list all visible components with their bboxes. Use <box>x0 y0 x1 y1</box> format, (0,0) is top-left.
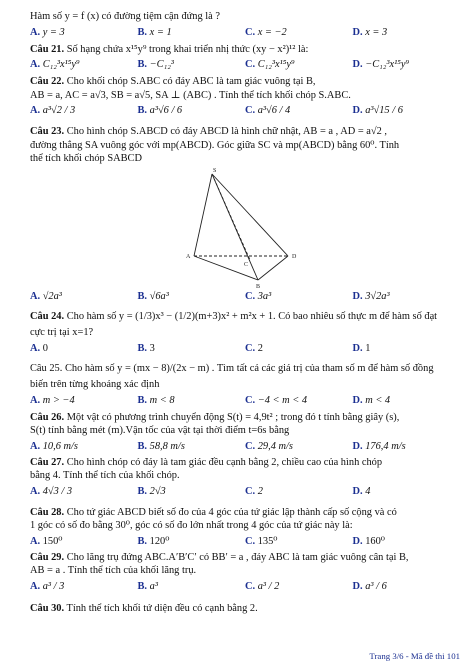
q20-option-c[interactable]: C. x = −2 <box>245 26 287 38</box>
q23-option-a[interactable]: A. √2a³ <box>30 290 62 302</box>
q24-line1: Cho hàm số y = (1/3)x³ − (1/2)(m+3)x² + m²x + 1. Có bao nhiêu số thực m để hàm số đạt <box>66 310 438 322</box>
q25-line1: Cho hàm số y = (mx − 8)/(2x − m) . Tìm tất cả các giá trị của tham số m để hàm số đồng <box>64 362 434 374</box>
q25-number: Câu 25. <box>30 362 63 374</box>
q27-line2: bằng 4. Tính thể tích của khối chóp. <box>30 470 180 481</box>
q28-option-b[interactable]: B. 120⁰ <box>137 535 170 547</box>
q25-option-b[interactable]: B. m < 8 <box>137 394 175 406</box>
q29-number: Câu 29. <box>30 551 65 563</box>
q20-option-d[interactable]: D. x = 3 <box>352 26 388 38</box>
q22-option-c[interactable]: C. a³√6 / 4 <box>245 105 291 116</box>
q29-line1: Cho lăng trụ đứng ABC.A′B′C′ có BB′ = a , đáy ABC là tam giác vuông cân tại B, <box>66 551 409 563</box>
q28-line2: 1 góc có số đo bằng 30⁰, góc có số đo lớn nhất trong 4 góc của tứ giác này là: <box>30 520 353 531</box>
q23-stem <box>30 125 460 139</box>
q25-line2: biến trên từng khoảng xác định <box>30 379 160 390</box>
q23-option-b[interactable]: B. √6a³ <box>137 290 169 302</box>
q28-options <box>30 535 460 549</box>
q30-text: Tính thể tích khối tứ diện đều có cạnh bằng 2. <box>66 602 258 614</box>
q22-stem <box>30 75 460 89</box>
q29-option-b[interactable]: B. a³ <box>137 580 158 592</box>
q22-number: Câu 22. <box>30 76 65 87</box>
q25-stem <box>30 362 460 376</box>
q26-options <box>30 440 460 454</box>
q24-option-b[interactable]: B. 3 <box>137 342 155 354</box>
q23-number: Câu 23. <box>30 126 65 137</box>
q20-text: Hàm số y = f (x) có đường tiệm cận đứng là ? <box>30 11 220 22</box>
q22-option-d[interactable]: D. a³√15 / 6 <box>352 105 403 116</box>
q27-line1: Cho hình chóp có đáy là tam giác đều cạnh bằng 2, chiều cao của hình chóp <box>66 456 383 468</box>
q27-option-a[interactable]: A. 4√3 / 3 <box>30 485 73 497</box>
q21-number: Câu 21. <box>30 43 65 55</box>
exam-page <box>30 10 460 615</box>
q29-option-c[interactable]: C. a³ / 2 <box>245 580 280 592</box>
q29-line2: AB = a . Tính thể tích của khối lăng trụ. <box>30 565 197 576</box>
edge-sa <box>194 174 212 256</box>
q21-text: Số hạng chứa x¹⁵y⁹ trong khai triển nhị thức (xy − x²)¹² là: <box>66 43 309 55</box>
q23-option-c[interactable]: C. 3a³ <box>245 290 272 302</box>
q26-line1: Một vật có phương trình chuyển động S(t) = 4,9t² ; trong đó t tính bằng giây (s), <box>66 411 400 423</box>
q24-option-d[interactable]: D. 1 <box>352 342 371 354</box>
q24-number: Câu 24. <box>30 310 65 322</box>
q24-option-c[interactable]: C. 2 <box>245 342 263 354</box>
q22-options <box>30 104 460 122</box>
edge-bc <box>258 256 288 280</box>
q27-option-c[interactable]: C. 2 <box>245 485 263 497</box>
q28-option-d[interactable]: D. 160⁰ <box>352 535 385 547</box>
q30-number: Câu 30. <box>30 602 65 614</box>
q24-line2: cực trị tại x=1? <box>30 327 94 338</box>
q26-option-d[interactable]: D. 176,4 m/s <box>352 440 406 452</box>
edge-sc <box>212 174 288 256</box>
q21-option-c[interactable]: C. C₁₂³x¹⁵y⁹ <box>245 59 295 70</box>
q27-options <box>30 485 460 503</box>
q26-option-c[interactable]: C. 29,4 m/s <box>245 440 293 452</box>
q29-options <box>30 580 460 598</box>
q27-stem <box>30 456 460 470</box>
q22-option-a[interactable]: A. a³√2 / 3 <box>30 105 76 116</box>
q25-option-d[interactable]: D. m < 4 <box>352 394 391 406</box>
q26-stem <box>30 411 460 425</box>
q28-line1: Cho tứ giác ABCD biết số đo của 4 góc của tứ giác lập thành cấp số cộng và có <box>66 506 397 518</box>
q27-option-b[interactable]: B. 2√3 <box>137 485 166 497</box>
q22-option-b[interactable]: B. a³√6 / 6 <box>137 105 183 116</box>
label-c: C <box>244 261 249 268</box>
q24-option-a[interactable]: A. 0 <box>30 342 48 354</box>
q21-option-b[interactable]: B. −C₁₂³ <box>137 59 174 70</box>
q26-option-a[interactable]: A. 10,6 m/s <box>30 440 78 452</box>
label-b: B <box>256 283 261 288</box>
q23-option-d[interactable]: D. 3√2a³ <box>352 290 390 302</box>
label-s: S <box>213 167 217 174</box>
q22-line1: Cho khối chóp S.ABC có đáy ABC là tam giác vuông tại B, <box>66 76 316 87</box>
q28-number: Câu 28. <box>30 506 65 518</box>
q23-line3: thể tích khối chóp SABCD <box>30 153 142 164</box>
q23-pyramid-figure <box>30 168 460 288</box>
q21-options <box>30 58 460 72</box>
q23-line2: đường thẳng SA vuông góc với mp(ABCD). Góc giữa SC và mp(ABCD) bằng 60⁰. Tính <box>30 139 400 151</box>
edge-ab <box>194 256 258 280</box>
pyramid-diagram <box>30 168 460 288</box>
q26-option-b[interactable]: B. 58,8 m/s <box>137 440 185 452</box>
q29-option-a[interactable]: A. a³ / 3 <box>30 580 65 592</box>
q22-line2: AB = a, AC = a√3, SB = a√5, SA ⊥ (ABC) . Tính thể tích khối chóp S.ABC. <box>30 89 351 101</box>
q21-stem <box>30 43 460 57</box>
q28-option-c[interactable]: C. 135⁰ <box>245 535 278 547</box>
page-footer: Trang 3/6 - Mã đề thi 101 <box>369 651 460 661</box>
q28-option-a[interactable]: A. 150⁰ <box>30 535 63 547</box>
q29-option-d[interactable]: D. a³ / 6 <box>352 580 387 592</box>
q29-stem <box>30 551 460 565</box>
label-d: D <box>292 253 297 260</box>
q25-option-c[interactable]: C. −4 < m < 4 <box>245 394 308 406</box>
q23-line1: Cho hình chóp S.ABCD có đáy ABCD là hình chữ nhật, AB = a , AD = a√2 , <box>66 126 388 137</box>
q25-options <box>30 394 460 408</box>
q24-options <box>30 342 460 356</box>
q23-options <box>30 290 460 304</box>
q26-line2: S(t) tính bằng mét (m).Vận tốc của vật tại thời điểm t=6s bằng <box>30 425 290 436</box>
q27-number: Câu 27. <box>30 456 65 468</box>
q21-option-a[interactable]: A. C₁₂³x¹⁵y⁹ <box>30 59 80 70</box>
q20-options <box>30 26 460 40</box>
q21-option-d[interactable]: D. −C₁₂³x¹⁵y⁹ <box>352 59 410 70</box>
q20-option-a[interactable]: A. y = 3 <box>30 26 65 38</box>
q24-stem <box>30 310 460 324</box>
q28-stem <box>30 506 460 520</box>
q26-number: Câu 26. <box>30 411 65 423</box>
q20-option-b[interactable]: B. x = 1 <box>137 26 172 38</box>
q30-stem <box>30 602 460 616</box>
q25-option-a[interactable]: A. m > −4 <box>30 394 75 406</box>
q27-option-d[interactable]: D. 4 <box>352 485 371 497</box>
label-a: A <box>186 253 191 260</box>
